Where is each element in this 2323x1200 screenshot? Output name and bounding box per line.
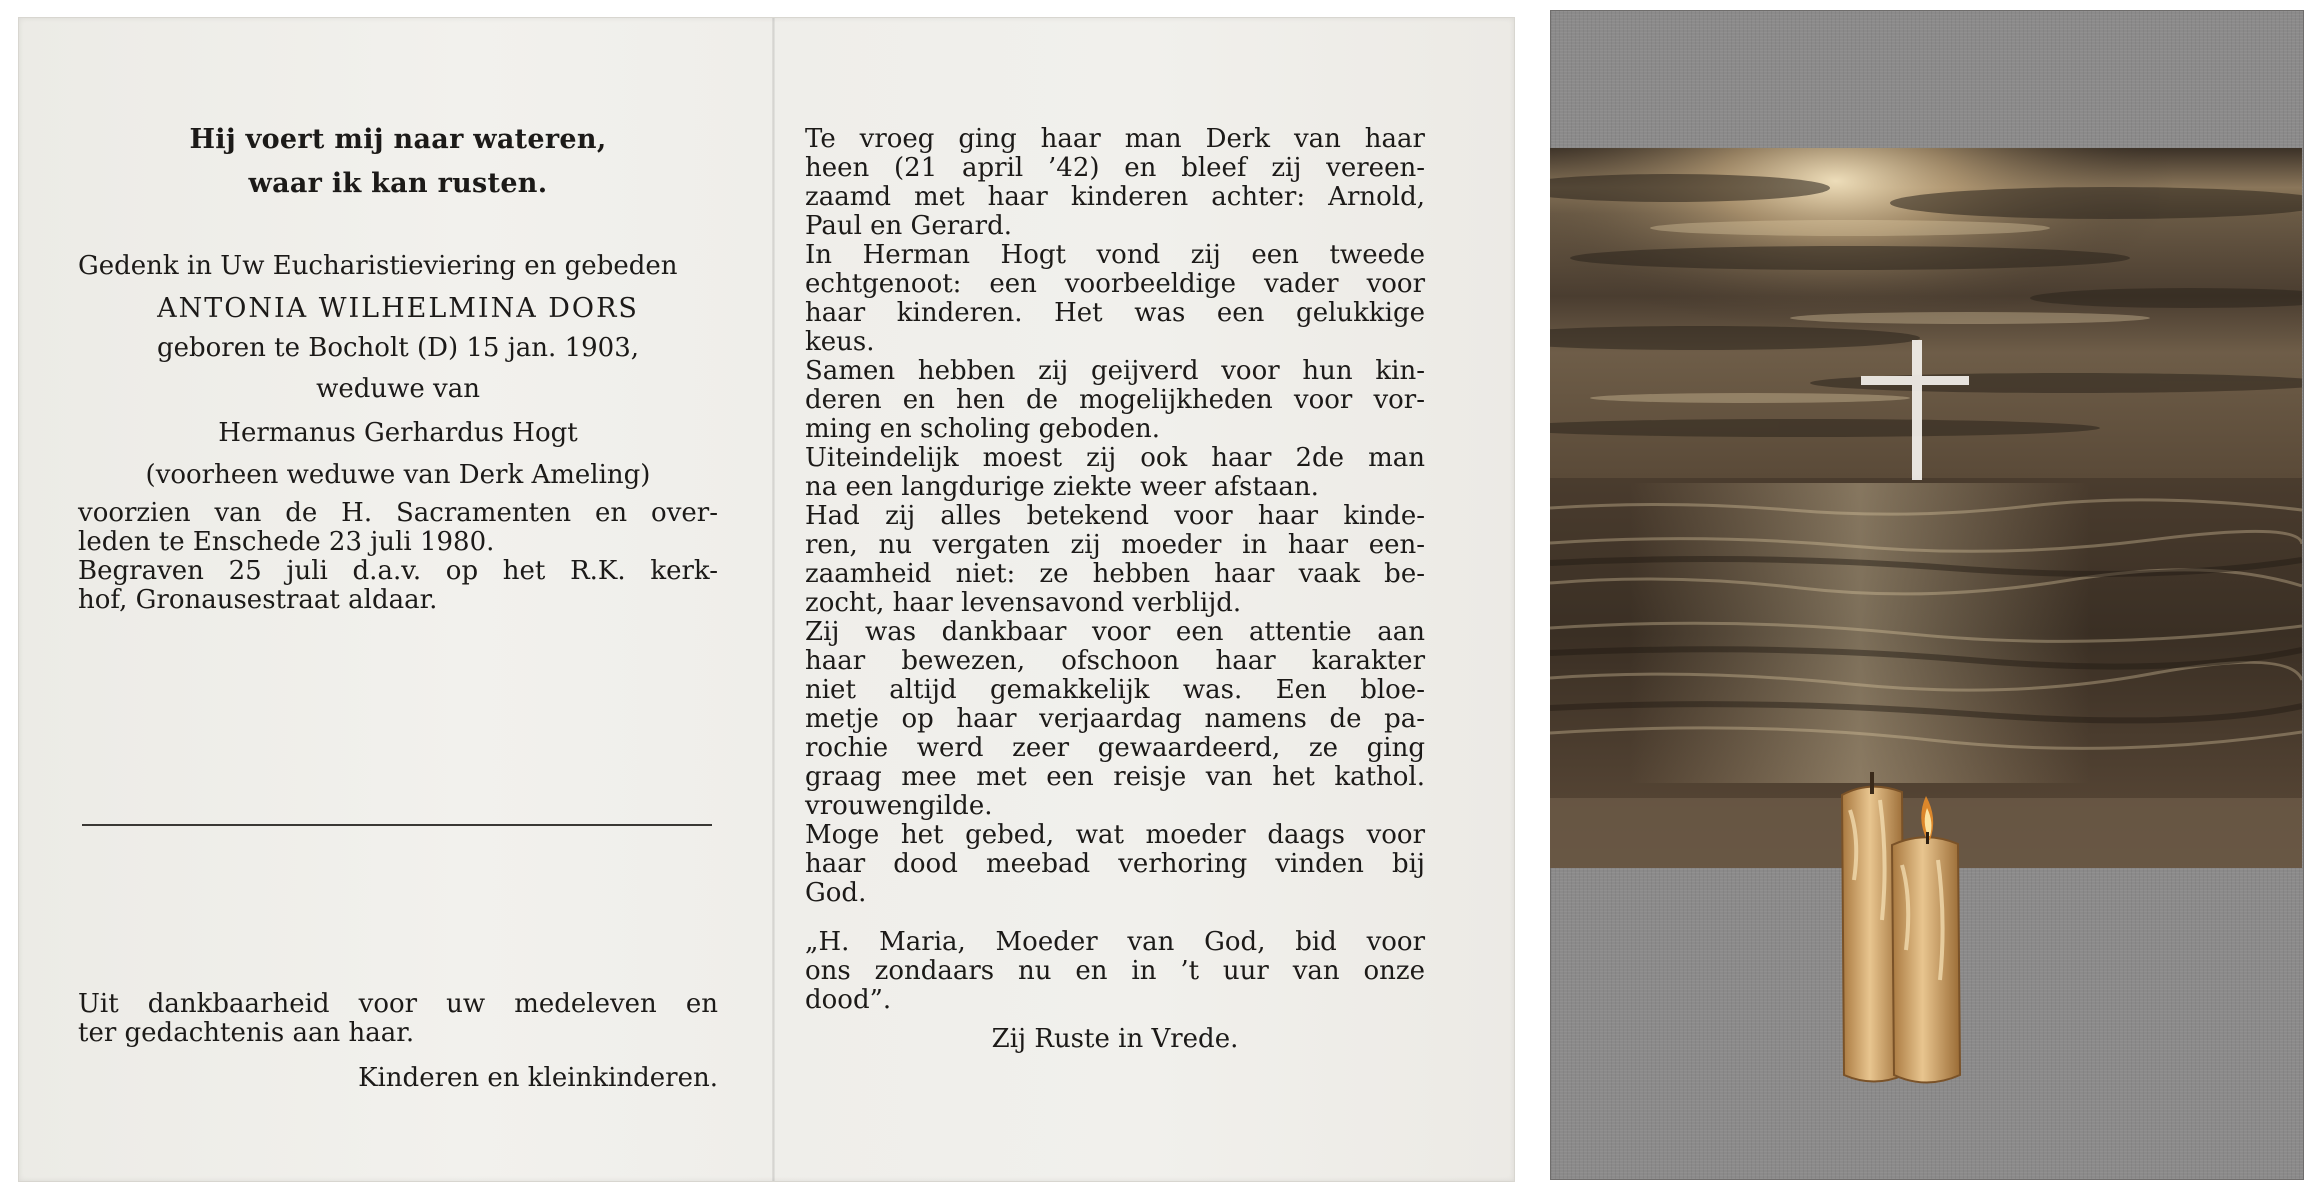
death-line-4: hof, Gronausestraat aldaar. (78, 585, 438, 615)
bio-line: na een langdurige ziekte weer afstaan. (805, 472, 1319, 502)
widow-of-line: weduwe van (316, 374, 480, 404)
left-panel (78, 118, 718, 615)
bio-line: Had zij alles betekend voor haar kinde- (805, 501, 1425, 531)
bio-line: Paul en Gerard. (805, 211, 1012, 241)
intro-text: Gedenk in Uw Eucharistieviering en gebeden (78, 251, 678, 281)
husband-name: Hermanus Gerhardus Hogt (218, 418, 578, 448)
bio-line: God. (805, 878, 867, 908)
bio-line: Te vroeg ging haar man Derk van haar (805, 124, 1425, 154)
sunset-sea-photo (1550, 148, 2302, 868)
bio-line: keus. (805, 327, 875, 357)
center-fold (772, 18, 775, 1181)
death-line-2: leden te Enschede 23 juli 1980. (78, 527, 495, 557)
deceased-name: ANTONIA WILHELMINA DORS (157, 293, 639, 324)
bio-line: heen (21 april ’42) en bleef zij vereen- (805, 153, 1425, 183)
thanks-line-2: ter gedachtenis aan haar. (78, 1018, 415, 1048)
birth-line: geboren te Bocholt (D) 15 jan. 1903, (156, 333, 639, 363)
bio-line: Samen hebben zij geijverd voor hun kin- (805, 356, 1425, 386)
bio-line: graag mee met een reisje van het kathol. (805, 762, 1425, 792)
bio-line: rochie werd zeer gewaardeerd, ze ging (805, 733, 1425, 763)
biography-text (805, 125, 1425, 908)
bio-line: haar kinderen. Het was een gelukkige (805, 298, 1425, 328)
bio-line: echtgenoot: een voorbeeldige vader voor (805, 269, 1425, 299)
bio-line: zaamd met haar kinderen achter: Arnold, (805, 182, 1425, 212)
bio-line: Uiteindelijk moest zij ook haar 2de man (805, 443, 1425, 473)
divider-line (82, 824, 712, 826)
bio-line: deren en hen de mogelijkheden voor vor- (805, 385, 1425, 415)
right-panel (805, 125, 1425, 1054)
psalm-verse (78, 118, 718, 206)
bio-line: Zij was dankbaar voor een attentie aan (805, 617, 1425, 647)
bio-line: niet altijd gemakkelijk was. Een bloe- (805, 675, 1425, 705)
psalm-line-1: Hij voert mij naar wateren, (189, 124, 607, 155)
signature-line: Kinderen en kleinkinderen. (358, 1063, 718, 1093)
death-burial-block (78, 499, 718, 615)
bio-line: zaamheid niet: ze hebben haar vaak be- (805, 559, 1425, 589)
prayer-line-3: dood”. (805, 985, 892, 1015)
bio-line: ming en scholing geboden. (805, 414, 1160, 444)
bio-line: In Herman Hogt vond zij een tweede (805, 240, 1425, 270)
light-path (1630, 483, 2090, 783)
death-line-3: Begraven 25 juli d.a.v. op het R.K. kerk- (78, 556, 718, 586)
bio-line: zocht, haar levensavond verblijd. (805, 588, 1242, 618)
previous-marriage-line: (voorheen weduwe van Derk Ameling) (145, 460, 651, 490)
bio-line: Moge het gebed, wat moeder daags voor (805, 820, 1425, 850)
psalm-line-2: waar ik kan rusten. (248, 168, 548, 199)
prayer-line-2: ons zondaars nu en in ’t uur van onze (805, 956, 1425, 986)
bio-line: metje op haar verjaardag namens de pa- (805, 704, 1425, 734)
bio-line: vrouwengilde. (805, 791, 993, 821)
candles-icon (1830, 770, 2010, 1090)
bio-line: ren, nu vergaten zij moeder in haar een- (805, 530, 1425, 560)
bio-line: haar dood meebad verhoring vinden bij (805, 849, 1425, 879)
closing-line: Zij Ruste in Vrede. (991, 1024, 1239, 1054)
thanks-block (78, 990, 718, 1093)
thanks-line-1: Uit dankbaarheid voor uw medeleven en (78, 989, 718, 1019)
bio-line: haar bewezen, ofschoon haar karakter (805, 646, 1425, 676)
death-line-1: voorzien van de H. Sacramenten en over- (78, 498, 718, 528)
prayer-line-1: „H. Maria, Moeder van God, bid voor (805, 927, 1425, 957)
prayer-block (805, 928, 1425, 1015)
